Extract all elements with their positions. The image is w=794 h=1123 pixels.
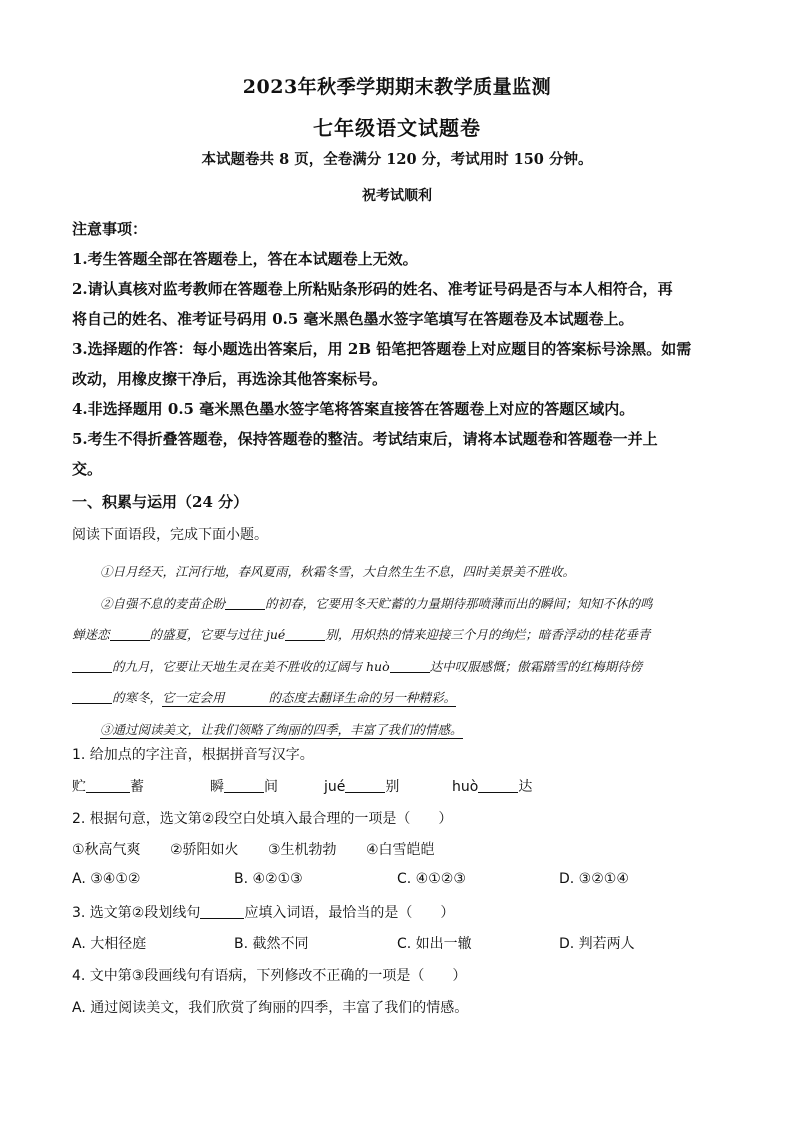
fill-blank[interactable]: [110, 626, 150, 641]
passage-text: 别，用炽热的情来迎接三个月的绚烂；暗香浮动的桂花垂青: [325, 627, 651, 642]
note-line: 交。: [72, 460, 103, 478]
question-2-stem: 2. 根据句意，选文第②段空白处填入最合理的一项是（ ）: [72, 811, 453, 827]
reading-passage: [72, 556, 722, 745]
passage-text: 的九月，它要让天地生灵在美不胜收的辽阔与 huò: [112, 658, 390, 674]
answer-blank[interactable]: [345, 778, 385, 793]
note-line: 将自己的姓名、准考证号码用 0.5 毫米黑色墨水签字笔填写在答题卷及本试题卷上。: [72, 310, 634, 328]
fill-blank[interactable]: [72, 689, 112, 704]
notes-heading: 注意事项：: [72, 220, 148, 238]
answer-blank[interactable]: [86, 778, 130, 793]
note-line: 1.考生答题全部在答题卷上，答在本试题卷上无效。: [72, 250, 418, 268]
section-intro: 阅读下面语段，完成下面小题。: [72, 527, 268, 543]
fill-blank[interactable]: [72, 658, 112, 673]
paragraph-1: ①日月经天，江河行地，春风夏雨，秋霜冬雪，大自然生生不息，四时美景美不胜收。: [100, 564, 576, 579]
fill-blank[interactable]: [225, 595, 265, 610]
note-line: 改动，用橡皮擦干净后，再选涂其他答案标号。: [72, 370, 388, 388]
phrase-item: ①秋高气爽: [72, 842, 141, 858]
exam-title: 2023年秋季学期期末教学质量监测: [242, 76, 552, 98]
phrase-item: ③生机勃勃: [268, 842, 337, 858]
paragraph-3: [72, 714, 722, 746]
exam-subtitle: 七年级语文试题卷: [313, 116, 481, 140]
fill-blank[interactable]: [390, 658, 430, 673]
answer-blank[interactable]: [200, 904, 244, 919]
option-d[interactable]: D. 判若两人: [559, 936, 635, 952]
phrase-item: ④白雪皑皑: [366, 842, 435, 858]
paragraph-2-line: [72, 651, 722, 683]
question-1-stem: 1. 给加点的字注音，根据拼音写汉字。: [72, 747, 314, 763]
notes-block: [72, 214, 722, 484]
underlined-sentence: [162, 690, 456, 707]
underlined-text: 它一定会用: [162, 690, 225, 705]
option-a[interactable]: A. ③④①②: [72, 871, 141, 887]
paragraph-2-line: [72, 588, 722, 620]
passage-text: 的盛夏，它要与过往 jué: [149, 627, 286, 642]
question-4-stem: 4. 文中第③段画线句有语病，下列修改不正确的一项是（ ）: [72, 968, 467, 984]
option-a[interactable]: A. 大相径庭: [72, 936, 147, 952]
passage-text: 的初春，它要用冬天贮蓄的力量期待那喷薄而出的瞬间；知知不休的鸣: [265, 595, 653, 611]
option-a[interactable]: A. 通过阅读美文，我们欣赏了绚丽的四季，丰富了我们的情感。: [72, 1000, 469, 1016]
pinyin-item: jué 别: [324, 779, 400, 795]
fill-blank[interactable]: [285, 626, 325, 641]
pinyin-item: 瞬 间: [210, 779, 278, 795]
note-line: 3.选择题的作答：每小题选出答案后，用 2B 铅笔把答题卷上对应题目的答案标号涂黑。如需: [72, 340, 692, 358]
question-3-stem: 3. 选文第②段划线句 应填入词语，最恰当的是（ ）: [72, 905, 455, 921]
note-line: 2.请认真核对监考教师在答题卷上所粘贴条形码的姓名、准考证号码是否与本人相符合，再: [72, 280, 673, 298]
pinyin-item: huò 达: [452, 779, 533, 795]
pinyin-item: 贮 蓄: [72, 779, 144, 795]
exam-wish: 祝考试顺利: [362, 188, 432, 204]
option-d[interactable]: D. ③②①④: [559, 871, 629, 887]
note-line: 5.考生不得折叠答题卷，保持答题卷的整洁。考试结束后，请将本试题卷和答题卷一并上: [72, 430, 658, 448]
underlined-sentence: ③通过阅读美文，让我们领略了绚丽的四季，丰富了我们的情感。: [100, 721, 463, 737]
option-c[interactable]: C. 如出一辙: [397, 936, 472, 952]
phrase-item: ②骄阳如火: [170, 842, 239, 858]
passage-text: 的寒冬，: [112, 690, 163, 705]
paragraph-2-line: [72, 682, 722, 714]
option-c[interactable]: C. ④①②③: [397, 871, 466, 887]
section-heading: 一、积累与运用（24 分）: [72, 493, 249, 511]
answer-blank[interactable]: [224, 778, 264, 793]
paragraph-2-line: [72, 619, 722, 651]
passage-text: 达中叹服感慨；傲霜踏雪的红梅期待傍: [429, 658, 643, 674]
option-b[interactable]: B. 截然不同: [234, 936, 309, 952]
option-b[interactable]: B. ④②①③: [234, 871, 303, 887]
note-line: 4.非选择题用 0.5 毫米黑色墨水签字笔将答案直接答在答题卷上对应的答题区域内。: [72, 400, 635, 418]
passage-text: ②自强不息的麦苗企盼: [100, 595, 226, 611]
answer-blank[interactable]: [478, 778, 518, 793]
underlined-text: 的态度去翻译生命的另一种精彩。: [268, 690, 457, 705]
exam-info: 本试题卷共 8 页，全卷满分 120 分，考试用时 150 分钟。: [201, 151, 593, 168]
passage-text: 蝉迷恋: [72, 627, 110, 642]
